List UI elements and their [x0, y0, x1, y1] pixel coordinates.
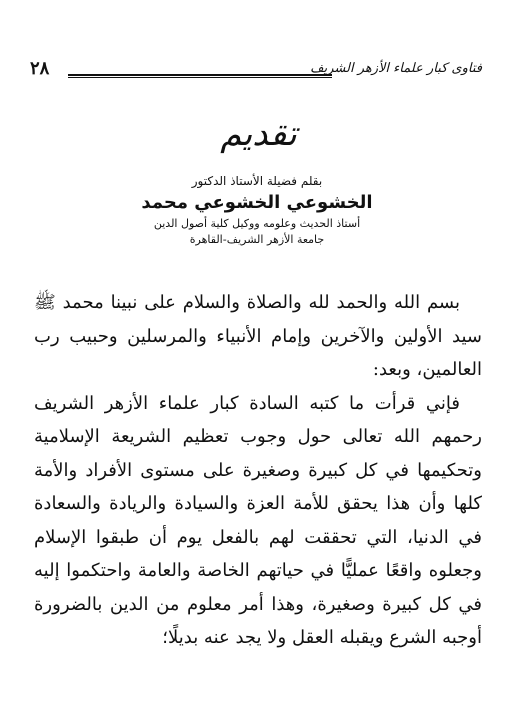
body-text [34, 286, 482, 655]
author-intro: بقلم فضيلة الأستاذ الدكتور [191, 174, 323, 188]
author-role: أستاذ الحديث وعلومه ووكيل كلية أصول الدين [153, 217, 361, 230]
paragraph: بسم الله والحمد لله والصلاة والسلام على نبينا محمد ﷺ سيد الأولين والآخرين وإمام الأنبياء والمرسلين وحبيب رب العالمين، وبعد: [34, 292, 482, 380]
page-number: ٢٨ [30, 58, 50, 79]
author-affiliation: جامعة الأزهر الشريف-القاهرة [189, 233, 325, 246]
author-block [107, 172, 407, 248]
header-rule [68, 74, 332, 78]
running-title: فتاوى كبار علماء الأزهر الشريف [310, 61, 482, 76]
paragraph: فإني قرأت ما كتبه السادة كبار علماء الأزهر الشريف رحمهم الله تعالى حول وجوب تعظيم الشريعة الإسلامية وتحكيمها في كل كبيرة وصغيرة على مستوى الأفراد والأمة كلها وأن هذا يحقق للأمة العزة والسيادة والريادة والسعادة في الدنيا، التي تحققت لهم بالفعل يوم أن طبقوا الإسلام وجعلوه واقعًا عمليًّا في حياتهم الخاصة والعامة واحتكموا إليه في كل كبيرة وصغيرة، وهذا أمر معلوم من الدين بالضرورة أوجبه الشرع ويقبله العقل ولا يجد عنه بديلًا؛ [34, 392, 482, 648]
author-name: الخشوعي الخشوعي محمد [141, 192, 373, 213]
chapter-title: تقديم [220, 114, 297, 154]
running-header [30, 58, 482, 82]
